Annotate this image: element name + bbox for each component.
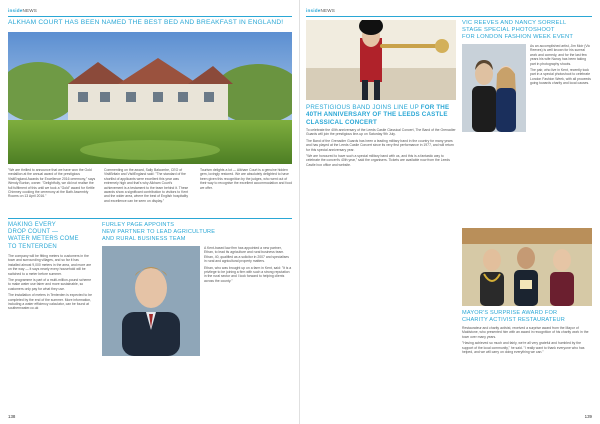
section-label: NEWS bbox=[22, 8, 38, 13]
ecos-paragraph: "We are honoured to have such a special military band with us, and this is a fantastic way to celebrate the concert's 40th year," said the organisers. Tickets are available now from the Leeds Castle box office and website. bbox=[306, 154, 450, 167]
ecos-headline-bold: FOR THE 40TH ANNIVERSARY OF THE LEEDS CASTLE CLASSICAL CONCERT bbox=[306, 104, 450, 126]
section-rule bbox=[8, 218, 292, 219]
furley-paragraph: A Kent-based law firm has appointed a new partner, Ethan, to lead its agriculture and rural business team. Ethan, 40, qualified as a solicitor in 2007 and specialises in rural and agricultural property matters. bbox=[204, 246, 290, 264]
vic-paragraph: The pair, who live in Kent, recently took part in a special photoshoot to celebrate London Fashion Week, with all proceeds going towards charity and local causes. bbox=[530, 68, 592, 86]
water-headline bbox=[8, 222, 88, 251]
header-rule bbox=[8, 16, 292, 17]
water-headline-line1: MAKING EVERY bbox=[8, 222, 56, 228]
vic-headline bbox=[462, 20, 592, 41]
alkham-text-col2: Commenting on the award, Sally Balcombe, CEO of VisitBritain and VisitEngland said: "The standard of the shortlist of applicants were excellent this year was extremely high and that's why Alkham Court's achievement is a testament to the team behind it. These awards show a significant contribution to visitors to Kent and the wider area, where the best of English hospitality and excellence can be seen on display." bbox=[104, 168, 189, 203]
section-label: NEWS bbox=[320, 8, 336, 13]
brand-label: inside bbox=[8, 8, 23, 13]
alkham-court-photo bbox=[8, 32, 292, 164]
furley-headline-line2: NEW PARTNER TO LEAD AGRICULTURE bbox=[102, 229, 216, 235]
alkham-text-col1: "We are thrilled to announce that we have won the Gold medallion at the annual award of the prestigious VisitEngland Awards for Excellence 2016 ceremony," says Wendy Burton, owner. "Delightfully, we did not realise the full fulfilment of this until we took a "Gold" award for Kettle Chimney cooking the ceremony at the Bath Assembly Rooms on 13 April 2016." bbox=[8, 168, 96, 199]
vic-headline-line2: STAGE SPECIAL PHOTOSHOOT bbox=[462, 27, 555, 33]
mayor-award-photo bbox=[462, 228, 592, 306]
furley-partner-portrait bbox=[102, 246, 200, 356]
water-headline-line3: WATER METERS COME bbox=[8, 236, 79, 243]
mayor-paragraph: Restaurateur and charity activist, received a surprise award from the Mayor of Maidstone, who presented him with an award in recognition of his charity work in the town over many years. bbox=[462, 326, 589, 339]
furley-headline-line3: AND RURAL BUSINESS TEAM bbox=[102, 236, 186, 242]
water-paragraph: The installation of meters in Tenterden is expected to be completed by the end of the summer. More information, including a water efficiency calculator, can be found at southernwater.co.uk bbox=[8, 293, 92, 311]
page-number: 139 bbox=[584, 414, 592, 419]
water-headline-line4: TO TENTERDEN bbox=[8, 243, 57, 250]
vic-headline-line1: VIC REEVES AND NANCY SORRELL bbox=[462, 20, 567, 26]
mayor-paragraph: "Having achieved so much and fairly, we're all very grateful and humbled by the support of the local community," he said. "I really want to thank everyone who has helped, and we will carry on doing everything we can." bbox=[462, 341, 585, 355]
mayor-headline-line1: MAYOR'S SURPRISE AWARD FOR bbox=[462, 310, 558, 316]
ecos-paragraph: The Band of the Grenadier Guards has been a leading military band in the country for many years and has played at the Leeds Castle Concert since its very first performance in 1977, and will return for this special anniversary year. bbox=[306, 138, 454, 152]
vic-headline-line3: FOR LONDON FASHION WEEK EVENT bbox=[462, 34, 574, 40]
ecos-headline-lead: PRESTIGIOUS BAND JOINS LINE UP bbox=[306, 104, 421, 111]
band-trumpet-photo bbox=[306, 20, 456, 100]
ecos-paragraph: To celebrate the 40th anniversary of the Leeds Castle Classical Concert, The Band of the Grenadier Guards will join the prestigious line-up on Saturday 9th July. bbox=[306, 128, 456, 137]
water-headline-line2: DROP COUNT — bbox=[8, 229, 59, 236]
mayor-headline-line2: CHARITY ACTIVIST RESTAURATEUR bbox=[462, 316, 565, 323]
furley-headline bbox=[102, 222, 292, 243]
left-page-header bbox=[8, 8, 37, 13]
page-number: 138 bbox=[8, 414, 16, 419]
right-page-header bbox=[306, 8, 335, 13]
water-paragraph: The company will be fitting meters to customers in the town and surrounding villages, and so far it has installed almost 9,000 meters in the area, and more are on the way — it says nearly every household will be switched to a meter before summer. bbox=[8, 254, 92, 276]
furley-article bbox=[204, 246, 292, 283]
mayor-headline bbox=[462, 310, 592, 324]
vic-reeves-nancy-photo bbox=[462, 44, 526, 132]
furley-paragraph: Ethan, who was brought up on a farm in Kent, said: "It is a privilege to be joining a firm with such a strong reputation in the rural sector and I look forward to helping clients across the county." bbox=[204, 265, 292, 283]
brand-label: inside bbox=[306, 8, 321, 13]
alkham-text-col3: Tourism delights a lot — Alkham Court is a genuine hidden gem, lovingly restored. We are absolutely delighted to have been given this recognition by the judges, who went out of their way to recognise the excellent accommodation and food we offer. bbox=[200, 168, 292, 190]
water-article bbox=[8, 254, 92, 311]
alkham-headline: ALKHAM COURT HAS BEEN NAMED THE BEST BED AND BREAKFAST IN ENGLAND! bbox=[8, 19, 284, 26]
water-paragraph: The programme is part of a multi-million-pound scheme to make water use fairer and more sustainable, so customers only pay for what they use. bbox=[8, 278, 92, 291]
right-page bbox=[300, 0, 600, 424]
vic-paragraph: As an accomplished artist, Jim Moir (Vic Reeves) is well known for his surreal work and comedy, and for the last few years his wife Nancy has been taking part in photography shoots. bbox=[530, 44, 591, 66]
ecos-article bbox=[306, 128, 456, 167]
ecos-headline bbox=[306, 104, 456, 126]
mayor-article bbox=[462, 326, 592, 354]
vic-article bbox=[530, 44, 592, 86]
furley-headline-line1: FURLEY PAGE APPOINTS bbox=[102, 222, 175, 228]
header-rule bbox=[306, 16, 592, 17]
